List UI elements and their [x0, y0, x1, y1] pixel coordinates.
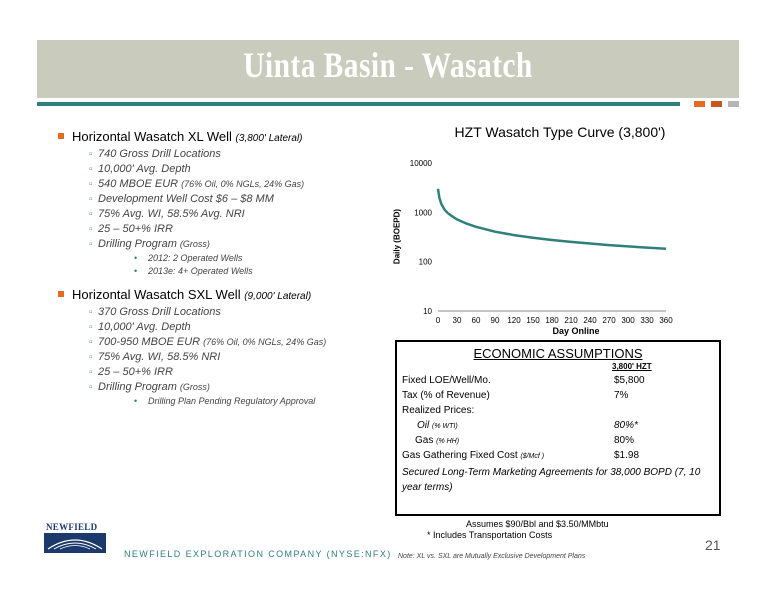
chart-y-axis-label: Daily (BOEPD)	[392, 208, 402, 265]
x-tick-label: 180	[545, 316, 559, 325]
sub-bullet-icon: ▫	[89, 337, 93, 348]
econ-marketing-text: Secured Long-Term Marketing Agreements for 38,000 BOPD (7, 10 year terms)	[402, 467, 701, 493]
list-item: ▫ 25 – 50+% IRR	[89, 366, 173, 378]
y-tick-label: 1000	[414, 208, 432, 218]
sxl-sub-items	[58, 395, 398, 408]
x-tick-label: 150	[526, 316, 540, 325]
y-tick-label: 100	[418, 257, 432, 267]
accent-square-gray	[728, 101, 739, 107]
econ-row: Tax (% of Revenue) 7%	[402, 390, 629, 401]
sxl-heading: Horizontal Wasatch SXL Well (9,000' Lateral)	[58, 286, 398, 305]
sub-bullet-icon: ▫	[89, 164, 93, 175]
type-curve-chart	[386, 145, 686, 330]
xl-heading: Horizontal Wasatch XL Well (3,800' Lateral)	[58, 128, 398, 147]
type-curve-line	[438, 189, 666, 249]
sxl-items	[58, 305, 398, 395]
square-bullet-icon	[58, 291, 64, 297]
econ-row: Fixed LOE/Well/Mo. $5,800	[402, 375, 645, 386]
list-item: ▫ 370 Gross Drill Locations	[89, 306, 221, 318]
list-item: ▫ 740 Gross Drill Locations	[89, 148, 221, 160]
sub-bullet-icon: ▫	[89, 179, 93, 190]
list-item: ▫ 75% Avg. WI, 58.5% NRI	[89, 351, 221, 363]
list-item: ▫ Development Well Cost $6 – $8 MM	[89, 193, 274, 205]
list-item: ▫ 10,000' Avg. Depth	[89, 321, 191, 333]
xl-items	[58, 147, 398, 252]
list-item: ▫ Drilling Program (Gross)	[89, 381, 210, 393]
list-item: ▫ 700-950 MBOE EUR (76% Oil, 0% NGLs, 24% Gas)	[89, 336, 327, 348]
sub-bullet-icon: ▫	[89, 209, 93, 220]
x-tick-label: 300	[621, 316, 635, 325]
econ-row: Gas Gathering Fixed Cost ($/Mcf ) $1.98	[402, 450, 640, 461]
price-assumption-note: Assumes $90/Bbl and $3.50/MMbtu	[466, 519, 609, 529]
xl-sub-items	[58, 252, 398, 278]
chart-title: HZT Wasatch Type Curve (3,800')	[454, 124, 666, 140]
list-item: ▫ 540 MBOE EUR (76% Oil, 0% NGLs, 24% Gas)	[89, 178, 305, 190]
sub-bullet-icon: ▫	[89, 367, 93, 378]
x-tick-label: 240	[583, 316, 597, 325]
accent-square-rust	[711, 101, 722, 107]
company-logo-text: NEWFIELD	[46, 522, 98, 532]
list-item: ▫ Drilling Program (Gross)	[89, 238, 210, 250]
econ-row: Oil (% WTI) 80%*	[417, 420, 638, 431]
x-tick-label: 90	[490, 316, 500, 325]
y-tick-label: 10	[423, 307, 432, 316]
slide-title: Uinta Basin - Wasatch	[243, 45, 533, 85]
dot-bullet-icon: •	[134, 266, 138, 276]
dot-bullet-icon: •	[134, 396, 138, 406]
square-bullet-icon	[58, 133, 64, 139]
list-item: ▫ 10,000' Avg. Depth	[89, 163, 191, 175]
x-tick-label: 0	[435, 316, 441, 325]
econ-heading: ECONOMIC ASSUMPTIONS	[473, 346, 643, 361]
bullet-list	[58, 126, 398, 408]
list-item: ▫ 25 – 50+% IRR	[89, 223, 173, 235]
sub-bullet-icon: ▫	[89, 224, 93, 235]
econ-row: Gas (% HH) 80%	[415, 435, 635, 446]
x-tick-label: 210	[564, 316, 578, 325]
x-tick-label: 30	[452, 316, 462, 325]
sub-list-item: • Drilling Plan Pending Regulatory Approval	[134, 396, 316, 406]
sub-bullet-icon: ▫	[89, 382, 93, 393]
economic-assumptions-box	[395, 340, 721, 516]
sub-bullet-icon: ▫	[89, 149, 93, 160]
sub-bullet-icon: ▫	[89, 307, 93, 318]
sub-bullet-icon: ▫	[89, 239, 93, 250]
footnote: Note: XL vs. SXL are Mutually Exclusive Development Plans	[398, 553, 586, 560]
accent-square-orange	[694, 101, 705, 107]
chart-x-axis-label: Day Online	[552, 326, 600, 336]
sub-bullet-icon: ▫	[89, 194, 93, 205]
sub-bullet-icon: ▫	[89, 352, 93, 363]
y-tick-label: 10000	[409, 159, 432, 168]
econ-column-header: 3,800' HZT	[612, 362, 652, 371]
sub-list-item: • 2013e: 4+ Operated Wells	[134, 266, 253, 276]
list-item: ▫ 75% Avg. WI, 58.5% Avg. NRI	[89, 208, 245, 220]
sub-bullet-icon: ▫	[89, 322, 93, 333]
econ-row: Realized Prices:	[402, 405, 475, 416]
x-tick-label: 120	[507, 316, 521, 325]
dot-bullet-icon: •	[134, 253, 138, 263]
footer-company: NEWFIELD EXPLORATION COMPANY (NYSE:NFX)	[124, 549, 392, 559]
page-number: 21	[705, 537, 721, 553]
sub-list-item: • 2012: 2 Operated Wells	[134, 253, 243, 263]
title-rule	[37, 102, 680, 106]
transport-note: * Includes Transportation Costs	[427, 530, 553, 540]
x-tick-label: 330	[640, 316, 654, 325]
x-tick-label: 60	[471, 316, 481, 325]
company-logo-icon	[44, 527, 106, 553]
x-tick-label: 360	[659, 316, 673, 325]
x-tick-label: 270	[602, 316, 616, 325]
